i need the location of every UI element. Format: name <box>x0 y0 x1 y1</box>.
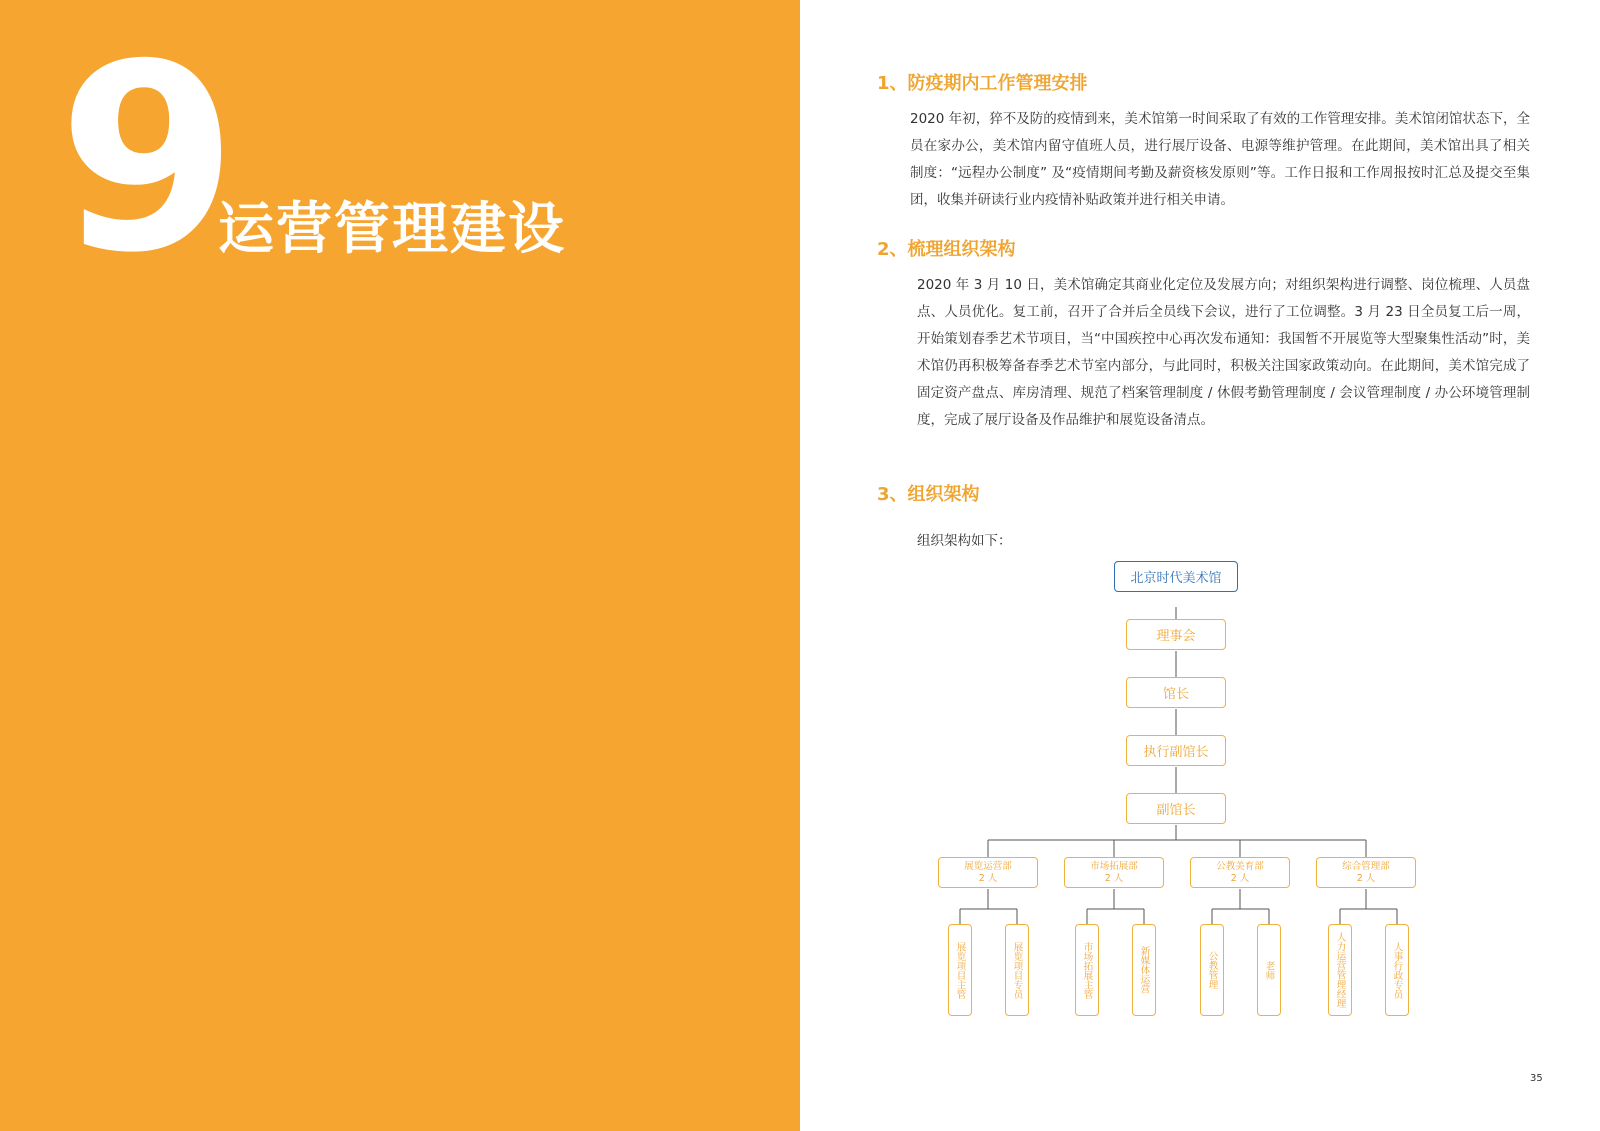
org-node-deputy-director: 副馆长 <box>1126 793 1226 824</box>
org-role-new-media: 新媒体运营 <box>1132 924 1156 1016</box>
dept-name: 展览运营部 <box>964 860 1012 872</box>
org-role-hr-manager: 人力运营管理经理 <box>1328 924 1352 1016</box>
dept-count: 2 人 <box>1356 872 1376 884</box>
dept-count: 2 人 <box>978 872 998 884</box>
dept-name: 市场拓展部 <box>1090 860 1138 872</box>
org-dept-marketing <box>1064 857 1164 888</box>
org-role-marketing-supervisor: 市场拓展主管 <box>1075 924 1099 1016</box>
org-node-director: 馆长 <box>1126 677 1226 708</box>
org-dept-exhibition <box>938 857 1038 888</box>
dept-name: 综合管理部 <box>1342 860 1390 872</box>
org-role-teacher: 老师 <box>1257 924 1281 1016</box>
org-chart <box>800 0 1600 1131</box>
dept-count: 2 人 <box>1230 872 1250 884</box>
chapter-number: 9 <box>58 9 232 309</box>
chapter-title: 运营管理建设 <box>218 197 566 262</box>
section-heading-org-structure: 3、组织架构 <box>877 484 980 505</box>
org-chart-intro: 组织架构如下： <box>917 533 1012 549</box>
section-heading-restructure: 2、梳理组织架构 <box>877 239 1016 260</box>
dept-name: 公教美育部 <box>1216 860 1264 872</box>
org-dept-education <box>1190 857 1290 888</box>
org-role-exhibition-specialist: 展览项目专员 <box>1005 924 1029 1016</box>
content-page <box>800 0 1600 1131</box>
org-role-exhibition-supervisor: 展览项目主管 <box>948 924 972 1016</box>
org-role-admin-specialist: 人事行政专员 <box>1385 924 1409 1016</box>
org-node-executive-deputy: 执行副馆长 <box>1126 735 1226 766</box>
section-body-restructure: 2020 年 3 月 10 日，美术馆确定其商业化定位及发展方向；对组织架构进行调整、岗位梳理、人员盘点、人员优化。复工前，召开了合并后全员线下会议，进行了工位调整。3 月 23 日全员复工后一周，开始策划春季艺术节项目，当“中国疾控中心再次发布通知：我国暂不开展览等大型聚集性活动”时，美术馆仍再积极筹备春季艺术节室内部分，与此同时，积极关注国家政策动向。在此期间，美术馆完成了固定资产盘点、库房清理、规范了档案管理制度 / 休假考勤管理制度 / 会议管理制度 / 办公环境管理制度，完成了展厅设备及作品维护和展览设备清点。 <box>917 277 1530 428</box>
section-heading-epidemic: 1、防疫期内工作管理安排 <box>877 73 1088 94</box>
page-number: 35 <box>1530 1073 1543 1084</box>
org-node-root: 北京时代美术馆 <box>1114 561 1238 592</box>
org-dept-admin <box>1316 857 1416 888</box>
section-body-epidemic: 2020 年初，猝不及防的疫情到来，美术馆第一时间采取了有效的工作管理安排。美术馆闭馆状态下，全员在家办公，美术馆内留守值班人员，进行展厅设备、电源等维护管理。在此期间，美术馆出具了相关制度：“远程办公制度” 及“疫情期间考勤及薪资核发原则”等。工作日报和工作周报按时汇总及提交至集团，收集并研读行业内疫情补贴政策并进行相关申请。 <box>910 111 1530 208</box>
dept-count: 2 人 <box>1104 872 1124 884</box>
org-node-board: 理事会 <box>1126 619 1226 650</box>
org-role-education-manager: 公教管理 <box>1200 924 1224 1016</box>
